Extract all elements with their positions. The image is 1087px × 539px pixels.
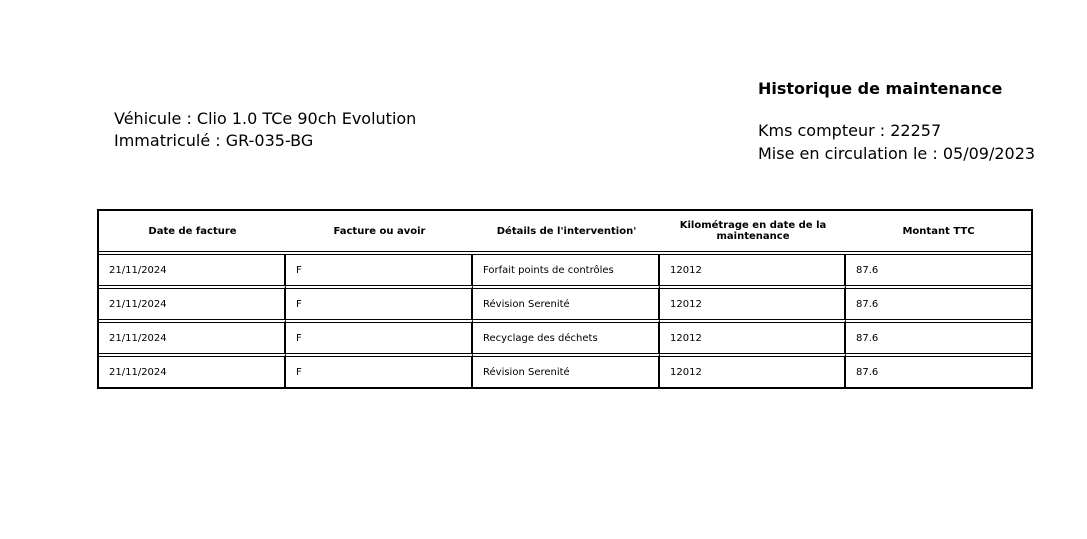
cell-intervention-details: Forfait points de contrôles [473, 255, 660, 285]
table-row [99, 255, 1031, 285]
cell-amount: 87.6 [846, 319, 1031, 353]
cell-amount: 87.6 [846, 353, 1031, 387]
registration-date: Mise en circulation le : 05/09/2023 [758, 144, 1036, 163]
table-header-row [99, 211, 1031, 255]
vehicle-plate: Immatriculé : GR-035-BG [114, 131, 314, 150]
cell-mileage: 12012 [660, 285, 846, 319]
table-row [99, 285, 1031, 319]
cell-invoice-type: F [286, 319, 473, 353]
page-title: Historique de maintenance [758, 79, 1003, 98]
cell-amount: 87.6 [856, 264, 879, 276]
maintenance-table-container [97, 209, 1033, 389]
cell-invoice-date: 21/11/2024 [99, 255, 286, 285]
header-amount: Montant TTC [846, 211, 1031, 255]
vehicle-model: Véhicule : Clio 1.0 TCe 90ch Evolution [114, 109, 417, 128]
table-row [99, 353, 1031, 387]
cell-invoice-type: F [286, 353, 473, 387]
cell-amount: 87.6 [846, 285, 1031, 319]
cell-invoice-type: F [286, 285, 473, 319]
header-intervention-details: Détails de l'intervention' [473, 211, 660, 255]
cell-invoice-date: 21/11/2024 [99, 285, 286, 319]
odometer-reading: Kms compteur : 22257 [758, 121, 942, 140]
cell-intervention-details: Révision Serenité [473, 285, 660, 319]
cell-mileage: 12012 [660, 319, 846, 353]
header-invoice-type: Facture ou avoir [286, 211, 473, 255]
maintenance-table [97, 209, 1033, 389]
header-invoice-date: Date de facture [99, 211, 286, 255]
cell-invoice-date: 21/11/2024 [99, 353, 286, 387]
cell-intervention-details: Révision Serenité [473, 353, 660, 387]
cell-mileage: 12012 [660, 353, 846, 387]
maintenance-summary [758, 78, 1035, 165]
cell-intervention-details: Recyclage des déchets [473, 319, 660, 353]
cell-invoice-type: F [286, 255, 473, 285]
vehicle-info [114, 108, 416, 152]
cell-mileage: 12012 [660, 255, 846, 285]
table-row [99, 319, 1031, 353]
header-mileage: Kilométrage en date de la maintenance [660, 211, 846, 255]
cell-invoice-date: 21/11/2024 [99, 319, 286, 353]
